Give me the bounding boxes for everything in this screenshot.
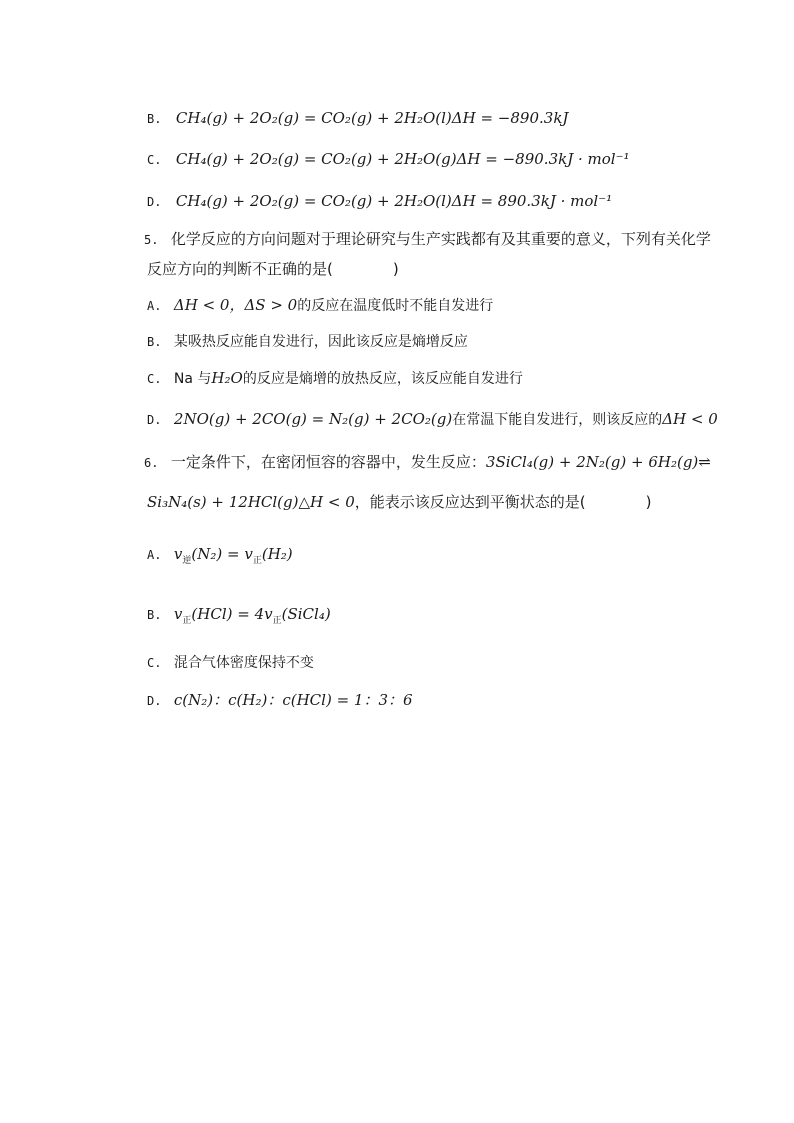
rate-expression bbox=[173, 545, 293, 566]
q5-option-c bbox=[147, 368, 523, 389]
rate-argument: (H₂) bbox=[261, 545, 293, 563]
option-label: D. bbox=[147, 413, 162, 427]
rate-symbol: v bbox=[264, 605, 273, 623]
ratio-math: c(N₂)：c(H₂)：c(HCl) = 1：3：6 bbox=[173, 691, 413, 709]
option-text: 的反应在温度低时不能自发进行 bbox=[297, 298, 494, 314]
option-label: A. bbox=[147, 299, 162, 313]
option-label: D. bbox=[147, 195, 162, 209]
equation: CH₄(g) + 2O₂(g) = CO₂(g) + 2H₂O(l)ΔH = −890.3kJ bbox=[175, 109, 569, 127]
enthalpy-math: ΔH < 0 bbox=[662, 410, 718, 428]
option-b-prev bbox=[147, 108, 568, 129]
option-text: 的反应是熵增的放热反应，该反应能自发进行 bbox=[242, 371, 523, 387]
option-label: C. bbox=[147, 153, 162, 167]
rate-subscript: 正 bbox=[252, 556, 262, 566]
rate-expression bbox=[173, 605, 331, 626]
q5-stem-line2 bbox=[147, 259, 399, 280]
rate-symbol: v bbox=[173, 545, 183, 563]
rate-subscript: 正 bbox=[272, 616, 282, 626]
formula-math: H₂O bbox=[211, 369, 243, 387]
option-c-prev bbox=[147, 149, 630, 170]
question-number: 6. bbox=[144, 456, 159, 470]
rate-argument: (SiCl₄) bbox=[281, 605, 331, 623]
reaction-math: Si₃N₄(s) + 12HCl(g)△H < 0 bbox=[147, 493, 355, 511]
q6-option-a bbox=[147, 544, 293, 571]
q5-option-b bbox=[147, 332, 468, 352]
reaction-math: 3SiCl₄(g) + 2N₂(g) + 6H₂(g)⇌ bbox=[485, 453, 711, 471]
equation: CH₄(g) + 2O₂(g) = CO₂(g) + 2H₂O(g)ΔH = −890.3kJ · mol⁻¹ bbox=[175, 150, 630, 168]
q5-option-a bbox=[147, 295, 493, 316]
option-pre-text: Na 与 bbox=[173, 371, 212, 387]
question-number: 5. bbox=[144, 233, 159, 247]
rate-symbol: v bbox=[173, 605, 183, 623]
option-label: B. bbox=[147, 112, 162, 126]
equation: CH₄(g) + 2O₂(g) = CO₂(g) + 2H₂O(l)ΔH = 890.3kJ · mol⁻¹ bbox=[175, 192, 613, 210]
rate-subscript: 逆 bbox=[182, 556, 192, 566]
option-label: C. bbox=[147, 372, 162, 386]
q6-option-b bbox=[147, 604, 331, 631]
q5-stem-line1 bbox=[144, 229, 711, 250]
option-label: B. bbox=[147, 335, 162, 349]
rate-subscript: 正 bbox=[182, 616, 192, 626]
condition-math: ΔH < 0，ΔS > 0 bbox=[173, 296, 298, 314]
question-text: 一定条件下，在密闭恒容的容器中，发生反应： bbox=[170, 453, 486, 471]
q6-stem-line1 bbox=[144, 452, 711, 473]
rate-symbol: v bbox=[244, 545, 253, 563]
option-text: 混合气体密度保持不变 bbox=[173, 655, 314, 671]
q6-stem-line2 bbox=[147, 492, 651, 513]
q6-option-d bbox=[147, 690, 413, 711]
q6-option-c bbox=[147, 653, 314, 673]
rate-argument: (HCl) = 4 bbox=[191, 605, 265, 623]
q5-option-d bbox=[147, 409, 718, 430]
option-text: 在常温下能自发进行，则该反应的 bbox=[452, 412, 663, 428]
option-label: C. bbox=[147, 656, 162, 670]
option-d-prev bbox=[147, 191, 612, 212]
option-label: B. bbox=[147, 608, 162, 622]
reaction-math: 2NO(g) + 2CO(g) = N₂(g) + 2CO₂(g) bbox=[173, 410, 453, 428]
question-text: ，能表示该反应达到平衡状态的是( ) bbox=[354, 493, 652, 511]
question-text: 反应方向的判断不正确的是( ) bbox=[147, 260, 399, 278]
rate-argument: (N₂) = bbox=[191, 545, 245, 563]
option-text: 某吸热反应能自发进行，因此该反应是熵增反应 bbox=[173, 334, 468, 350]
option-label: A. bbox=[147, 548, 162, 562]
option-label: D. bbox=[147, 694, 162, 708]
question-text: 化学反应的方向问题对于理论研究与生产实践都有及其重要的意义，下列有关化学 bbox=[170, 230, 711, 248]
